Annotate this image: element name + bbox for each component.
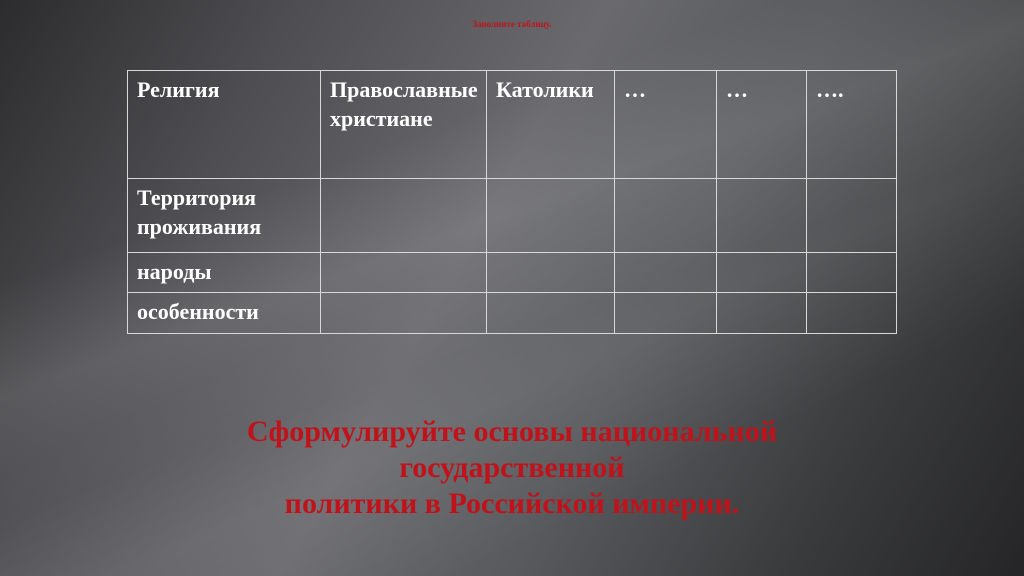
religion-table: [127, 70, 897, 334]
row-label-features: особенности: [128, 293, 321, 334]
header-cell-placeholder: …: [615, 71, 717, 179]
empty-cell: [717, 253, 807, 293]
task-statement: [0, 414, 1024, 522]
empty-cell: [717, 179, 807, 253]
empty-cell: [487, 253, 615, 293]
task-line: политики в Российской империи.: [284, 487, 740, 520]
header-cell-religion: Религия: [128, 71, 321, 179]
empty-cell: [807, 253, 897, 293]
table-header-row: [128, 71, 897, 179]
table-row: [128, 179, 897, 253]
empty-cell: [807, 293, 897, 334]
slide-title: Заполните таблицу.: [472, 19, 552, 29]
header-cell-orthodox: Православные христиане: [321, 71, 487, 179]
empty-cell: [615, 253, 717, 293]
task-line: государственной: [399, 451, 625, 484]
empty-cell: [321, 253, 487, 293]
empty-cell: [321, 179, 487, 253]
empty-cell: [487, 293, 615, 334]
table-row: [128, 293, 897, 334]
header-cell-placeholder: …: [717, 71, 807, 179]
empty-cell: [487, 179, 615, 253]
header-cell-catholics: Католики: [487, 71, 615, 179]
empty-cell: [615, 179, 717, 253]
empty-cell: [717, 293, 807, 334]
header-cell-placeholder: ….: [807, 71, 897, 179]
empty-cell: [615, 293, 717, 334]
empty-cell: [321, 293, 487, 334]
row-label-peoples: народы: [128, 253, 321, 293]
table-row: [128, 253, 897, 293]
row-label-territory: Территория проживания: [128, 179, 321, 253]
empty-cell: [807, 179, 897, 253]
task-line: Сформулируйте основы национальной: [246, 415, 778, 448]
